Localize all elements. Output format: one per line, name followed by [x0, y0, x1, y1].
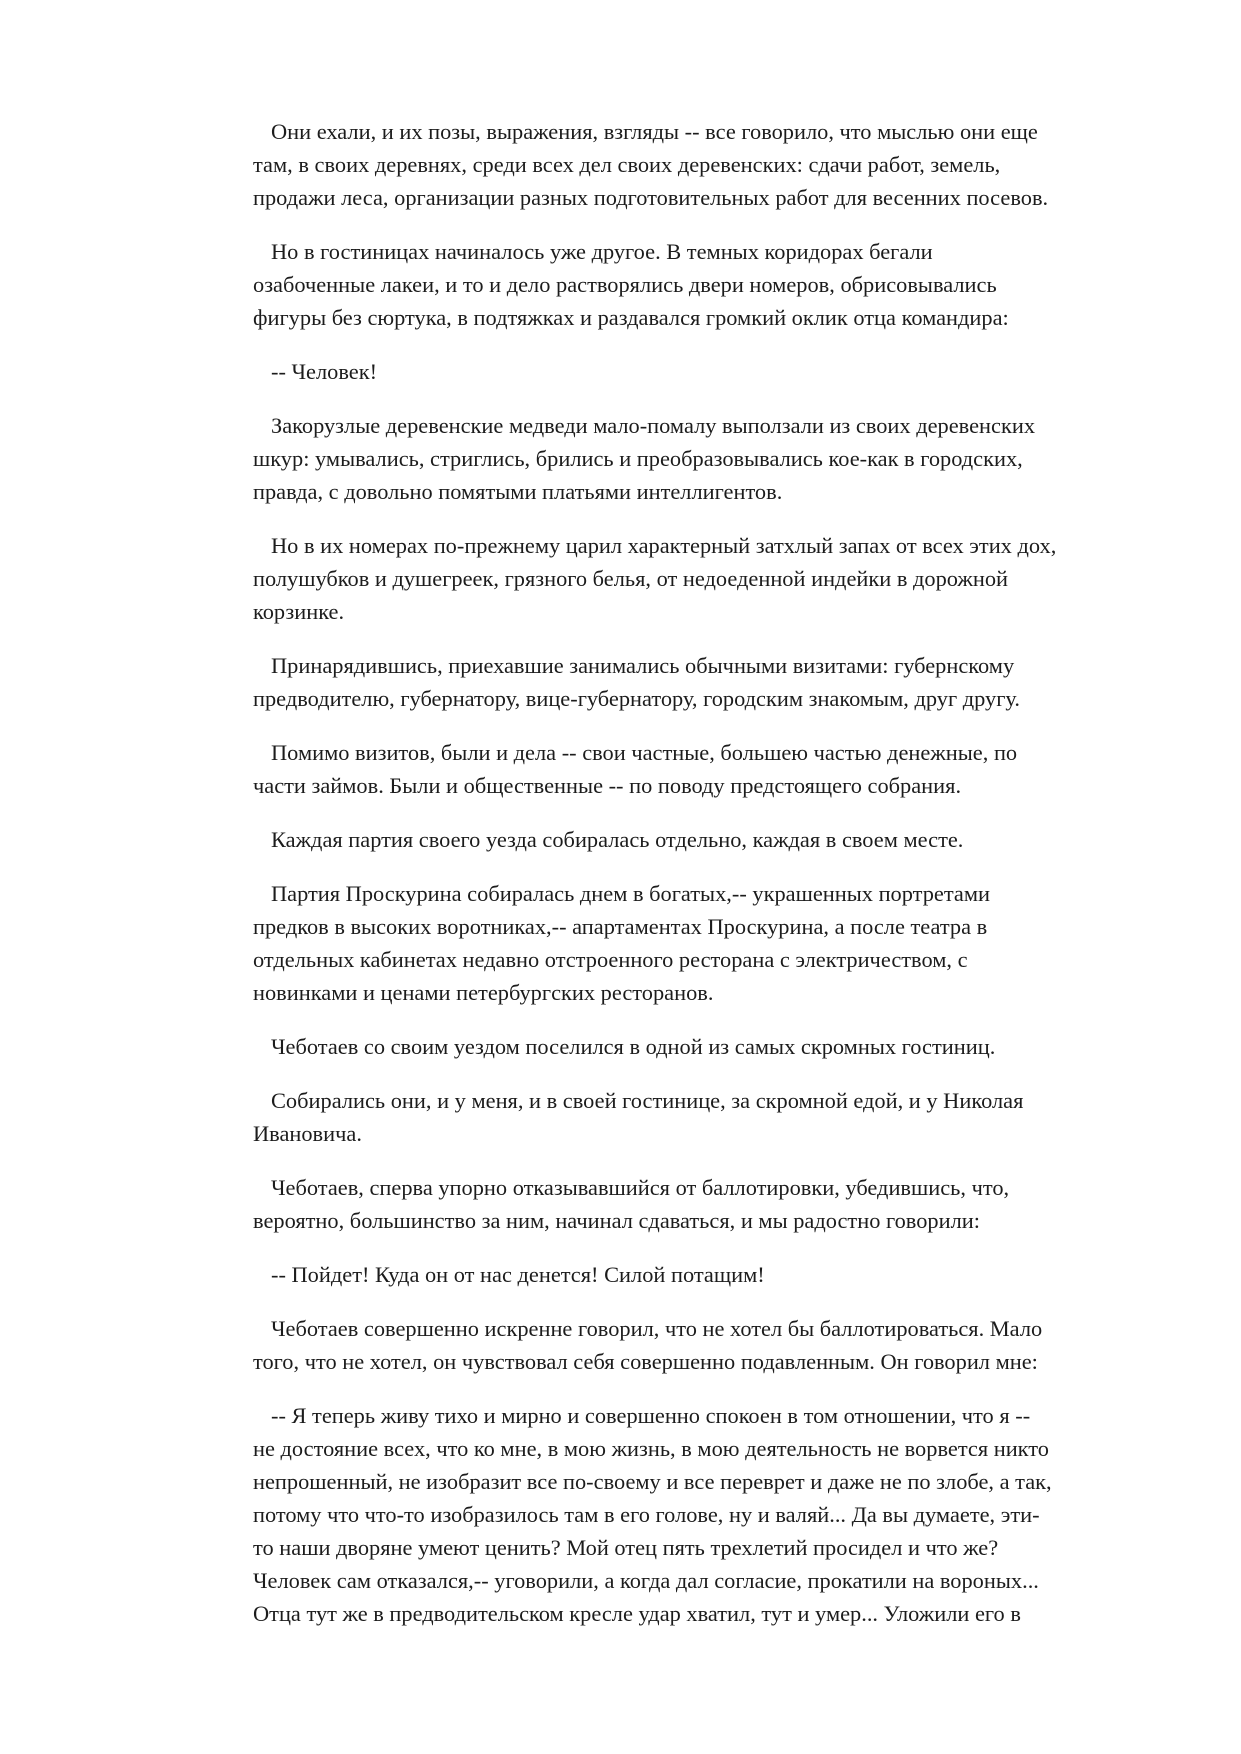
paragraph: Но в гостиницах начиналось уже другое. В темных коридорах бегали озабоченные лакеи, и то и дело растворялись двери номеров, обрисовывались фигуры без сюртука, в подтяжках и раздавался громкий оклик отца командира:	[253, 239, 1009, 330]
paragraph: Помимо визитов, были и дела -- свои частные, большею частью денежные, по части займов. Были и общественные -- по поводу предстоящего собрания.	[253, 740, 1018, 798]
text-column	[253, 115, 1153, 1651]
paragraph: Чеботаев, сперва упорно отказывавшийся от баллотировки, убедившись, что, вероятно, большинство за ним, начинал сдаваться, и мы радостно говорили:	[253, 1175, 1010, 1233]
paragraph: Каждая партия своего уезда собиралась отдельно, каждая в своем месте.	[271, 827, 964, 852]
paragraph: Они ехали, и их позы, выражения, взгляды -- все говорило, что мыслью они еще там, в своих деревнях, среди всех дел своих деревенских: сдачи работ, земель, продажи леса, организации разных подготовительных работ для весенних посевов.	[253, 119, 1049, 210]
paragraph: -- Пойдет! Куда он от нас денется! Силой потащим!	[271, 1262, 765, 1287]
paragraph: Чеботаев со своим уездом поселился в одной из самых скромных гостиниц.	[271, 1034, 996, 1059]
paragraph: Собирались они, и у меня, и в своей гостинице, за скромной едой, и у Николая Ивановича.	[253, 1088, 1024, 1146]
paragraph: Чеботаев совершенно искренне говорил, что не хотел бы баллотироваться. Мало того, что не хотел, он чувствовал себя совершенно подавленным. Он говорил мне:	[253, 1316, 1043, 1374]
paragraph: Принарядившись, приехавшие занимались обычными визитами: губернскому предводителю, губернатору, вице-губернатору, городским знакомым, друг другу.	[253, 653, 1020, 711]
paragraph: -- Я теперь живу тихо и мирно и совершенно спокоен в том отношении, что я -- не достояние всех, что ко мне, в мою жизнь, в мою деятельность не ворвется никто непрошенный, не изобразит все по-своему и все переврет и даже не по злобе, а так, потому что что-то изобразилось там в его голове, ну и валяй... Да вы думаете, эти- то наши дворяне умеют ценить? Мой отец пять трехлетий просидел и что же? Человек сам отказался,-- уговорили, а когда дал согласие, прокатили на вороных... Отца тут же в предводительском кресле удар хватил, тут и умер... Уложили его в	[253, 1403, 1052, 1626]
paragraph: -- Человек!	[271, 359, 378, 384]
paragraph: Закорузлые деревенские медведи мало-помалу выползали из своих деревенских шкур: умывались, стриглись, брились и преобразовывались кое-как в городских, правда, с довольно помятыми платьями интеллигентов.	[253, 413, 1036, 504]
paragraph: Но в их номерах по-прежнему царил характерный затхлый запах от всех этих дох, полушубков и душегреек, грязного белья, от недоеденной индейки в дорожной корзинке.	[253, 533, 1057, 624]
paragraph: Партия Проскурина собиралась днем в богатых,-- украшенных портретами предков в высоких воротниках,-- апартаментах Проскурина, а после театра в отдельных кабинетах недавно отстроенного ресторана с электричеством, с новинками и ценами петербургских ресторанов.	[253, 881, 990, 1005]
